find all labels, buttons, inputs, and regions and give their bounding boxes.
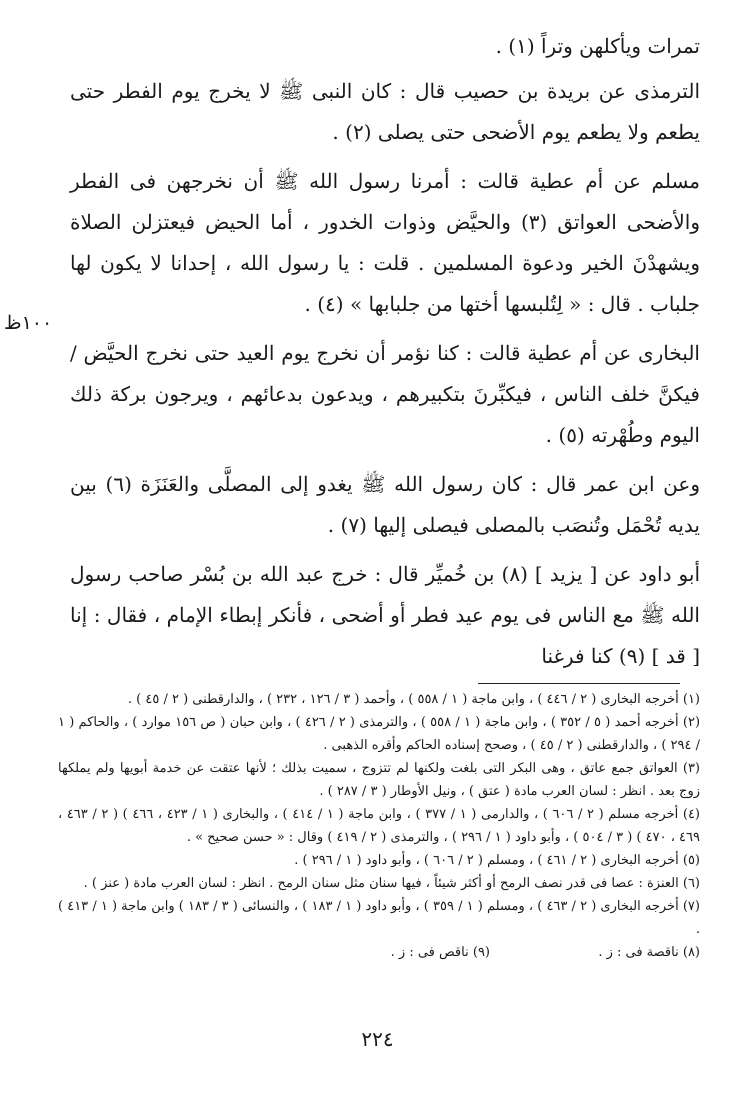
main-text xyxy=(70,26,700,685)
footnote-4: (٤) أخرجه مسلم ( ٢ / ٦٠٦ ) ، والدارمى ( ١ / ٣٧٧ ) ، وابن ماجة ( ١ / ٤١٤ ) ، والبخارى ( ١ / ٤٢٣ ، ٤٦٦ ) ( ٢ / ٤٦٣ ، ٤٦٩ ، ٤٧٠ ) ( ٣ / ٥٠٤ ) ، وأبو داود ( ١ / ٢٩٦ ) ، والترمذى ( ٢ / ٤١٩ ) وقال : « حسن صحيح » . xyxy=(58,807,700,845)
paragraph-4: البخارى عن أم عطية قالت : كنا نؤمر أن نخرج يوم العيد حتى نخرج الحيَّض / فيكنَّ خلف الناس ، فيكبِّرنَ بتكبيرهم ، ويدعون بدعائهم ، ويرجون بركة ذلك اليوم وطُهْرته (٥) . xyxy=(70,341,700,447)
paragraph-1: تمرات ويأكلهن وتراً (١) . xyxy=(495,34,700,58)
footnotes xyxy=(58,688,700,964)
footnote-8: (٨) ناقصة فى : ز . xyxy=(598,945,700,960)
footnote-9: (٩) ناقص فى : ز . xyxy=(390,945,490,960)
footnote-row-8-9 xyxy=(58,941,700,964)
footnote-3: (٣) العواتق جمع عاتق ، وهى البكر التى بلغت ولكنها لم تتزوج ، سميت بذلك ؛ لأنها عتقت عن خدمة أبويها ولم يملكها زوج بعد . انظر : لسان العرب مادة ( عتق ) ، ونيل الأوطار ( ٣ / ٢٨٧ ) . xyxy=(58,761,700,799)
folio-margin-note: ١٠٠ظ xyxy=(4,312,53,334)
footnote-7: (٧) أخرجه البخارى ( ٢ / ٤٦٣ ) ، ومسلم ( ١ / ٣٥٩ ) ، وأبو داود ( ١ / ١٨٣ ) ، والنسائى ( ٣ / ١٨٣ ) وابن ماجة ( ١ / ٤١٣ ) . xyxy=(58,899,700,937)
paragraph-3: مسلم عن أم عطية قالت : أمرنا رسول الله ﷺ أن نخرجهن فى الفطر والأضحى العواتق (٣) والحيَّض وذوات الخدور ، أما الحيض فيعتزلن الصلاة ويشهدْنَ الخير ودعوة المسلمين . قلت : يا رسول الله ، إحدانا لا يكون لها جلباب . قال : « لِتُلبسها أختها من جلبابها » (٤) . xyxy=(70,169,701,316)
page-number: ٢٢٤ xyxy=(361,1027,394,1051)
footnote-1: (١) أخرجه البخارى ( ٢ / ٤٤٦ ) ، وابن ماجة ( ١ / ٥٥٨ ) ، وأحمد ( ٣ / ١٢٦ ، ٢٣٢ ) ، والدارقطنى ( ٢ / ٤٥ ) . xyxy=(127,692,700,707)
paragraph-5: وعن ابن عمر قال : كان رسول الله ﷺ يغدو إلى المصلَّى والعَنَزَة (٦) بين يديه تُحْمَل وتُنصَب بالمصلى فيصلى إليها (٧) . xyxy=(70,472,700,537)
footnote-separator xyxy=(478,683,680,684)
paragraph-2: الترمذى عن بريدة بن حصيب قال : كان النبى ﷺ لا يخرج يوم الفطر حتى يطعم ولا يطعم يوم الأضحى حتى يصلى (٢) . xyxy=(70,79,700,144)
footnote-6: (٦) العنزة : عصا فى قدر نصف الرمح أو أكثر شيئاً ، فيها سنان مثل سنان الرمح . انظر : لسان العرب مادة ( عنز ) . xyxy=(83,876,700,891)
paragraph-6: أبو داود عن [ يزيد ] (٨) بن خُميِّر قال : خرج عبد الله بن بُسْر صاحب رسول الله ﷺ مع الناس فى يوم عيد فطر أو أضحى ، فأنكر إبطاء الإمام ، فقال : إنا [ قد ] (٩) كنا فرغنا xyxy=(70,562,701,668)
footnote-2: (٢) أخرجه أحمد ( ٥ / ٣٥٢ ) ، وابن ماجة ( ١ / ٥٥٨ ) ، والترمذى ( ٢ / ٤٢٦ ) ، وابن حبان ( ص ١٥٦ موارد ) ، والحاكم ( ١ / ٢٩٤ ) ، والدارقطنى ( ٢ / ٤٥ ) ، وصحح إسناده الحاكم وأقره الذهبى . xyxy=(58,715,701,753)
footnote-5: (٥) أخرجه البخارى ( ٢ / ٤٦١ ) ، ومسلم ( ٢ / ٦٠٦ ) ، وأبو داود ( ١ / ٢٩٦ ) . xyxy=(294,853,700,868)
